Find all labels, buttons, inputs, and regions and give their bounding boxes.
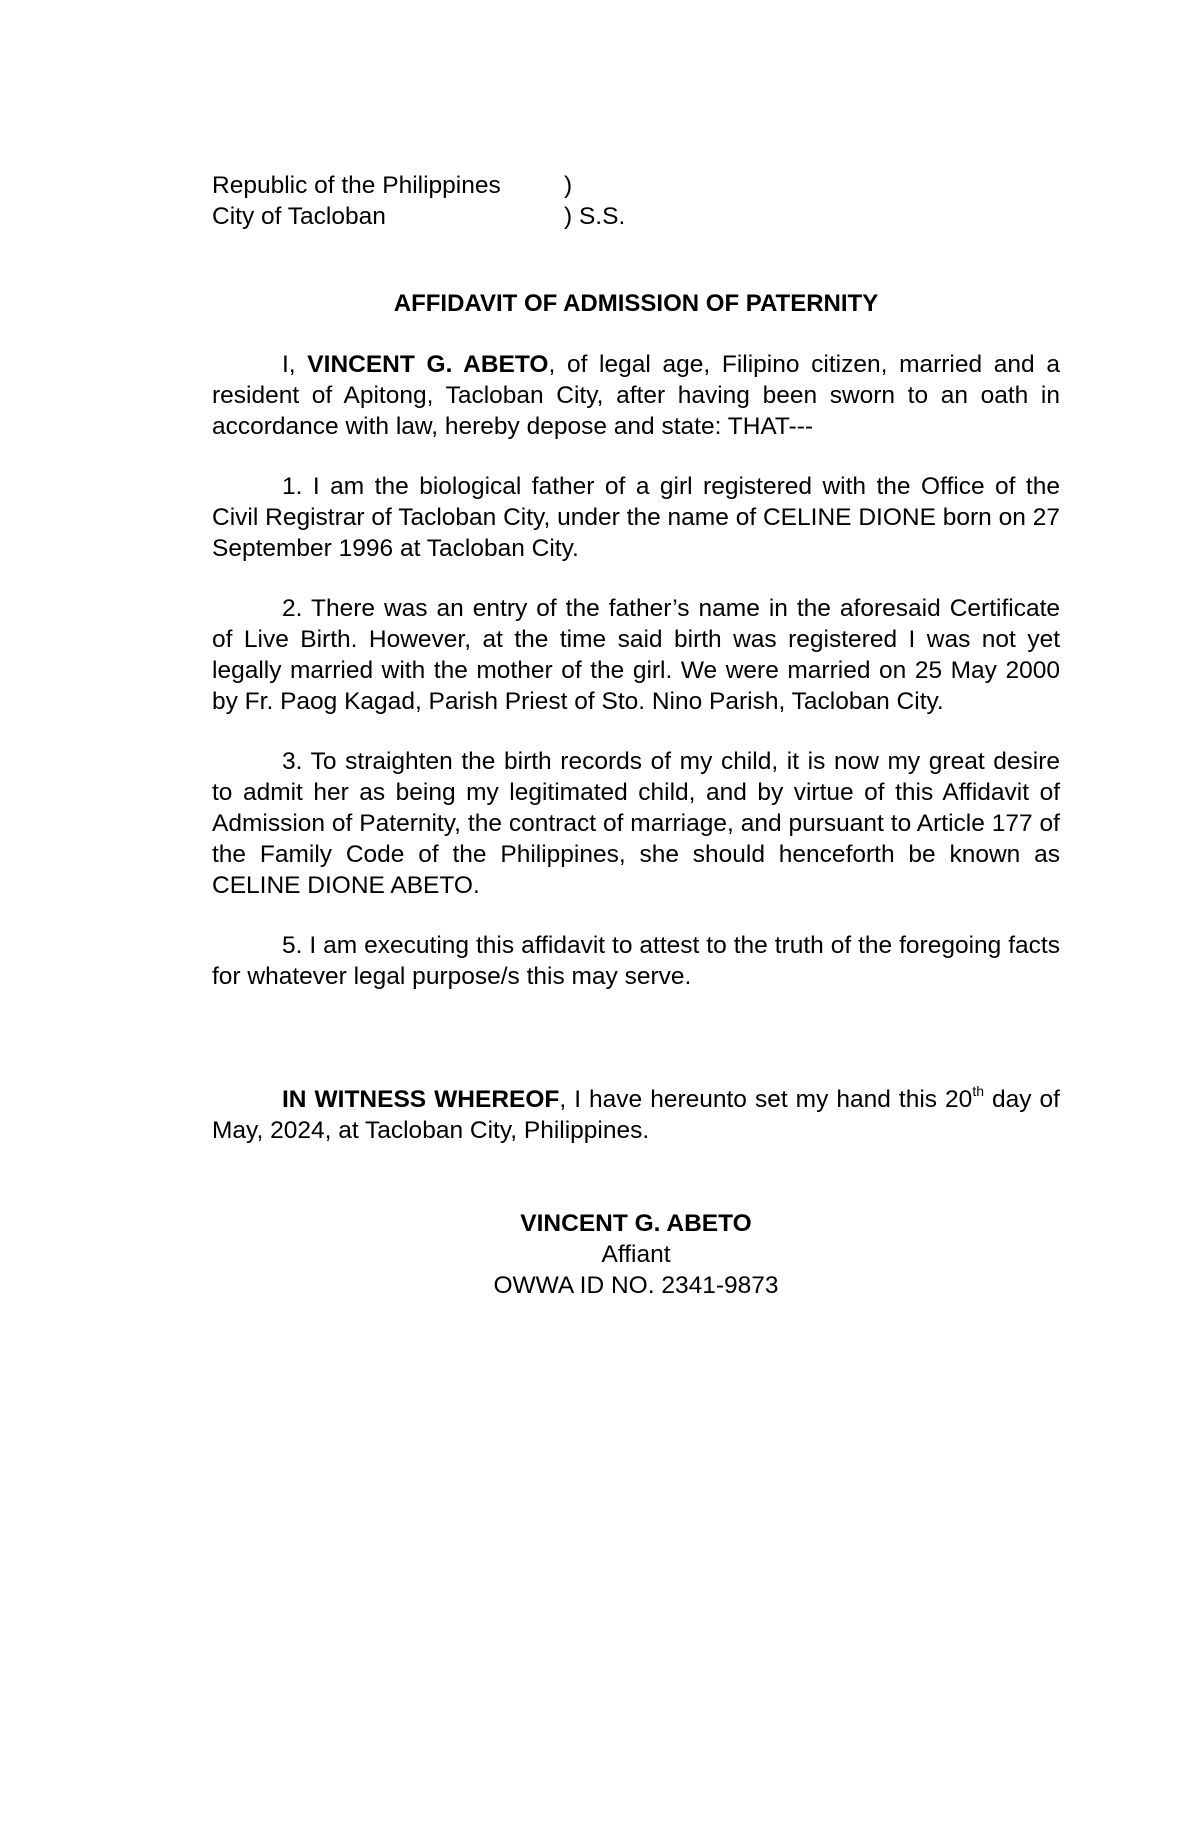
venue-country: Republic of the Philippines [212,172,501,199]
witness-ordinal: th [972,1082,984,1099]
intro-paragraph [212,349,1060,442]
venue-block [212,170,1060,232]
paragraph-2: 2. There was an entry of the father’s name in the aforesaid Certificate of Live Birth. However, at the time said birth was registered I was not yet legally married with the mother of the girl. We were married on 25 May 2000 by Fr. Paog Kagad, Parish Priest of Sto. Nino Parish, Tacloban City. [212,595,1060,715]
signatory-name: VINCENT G. ABETO [520,1210,752,1237]
witness-heading: IN WITNESS WHEREOF [282,1086,560,1113]
venue-bracket: ) [564,172,573,199]
paragraph-3: 3. To straighten the birth records of my child, it is now my great desire to admit her as being my legitimated child, and by virtue of this Affidavit of Admission of Paternity, the contract of marriage, and pursuant to Article 177 of the Family Code of the Philippines, she should henceforth be known as CELINE DIONE ABETO. [212,748,1060,899]
venue-city: City of Tacloban [212,203,386,230]
witness-clause [212,1084,1060,1146]
witness-text: , I have hereunto set my hand this 20 [559,1086,973,1113]
affiant-name: VINCENT G. ABETO [307,351,549,378]
document-body [212,170,1060,1301]
paragraph-1: 1. I am the biological father of a girl registered with the Office of the Civil Registrar of Tacloban City, under the name of CELINE DIONE born on 27 September 1996 at Tacloban City. [212,473,1060,562]
intro-text: , of legal age, Filipino citizen, married and a resident of Apitong, Tacloban City, after having been sworn to an oath in accordance with law, hereby depose and state: THAT--- [212,351,1060,440]
venue-ss: ) S.S. [564,203,626,230]
signatory-id: OWWA ID NO. 2341-9873 [493,1272,779,1299]
signature-block [212,1208,1060,1301]
paragraph-5: 5. I am executing this affidavit to attest to the truth of the foregoing facts for whatever legal purpose/s this may serve. [212,932,1060,990]
signatory-role: Affiant [601,1241,671,1268]
intro-prefix: I, [282,351,308,378]
document-title: AFFIDAVIT OF ADMISSION OF PATERNITY [393,290,879,317]
witness-tail: day of May, 2024, at Tacloban City, Philippines. [212,1086,1060,1144]
